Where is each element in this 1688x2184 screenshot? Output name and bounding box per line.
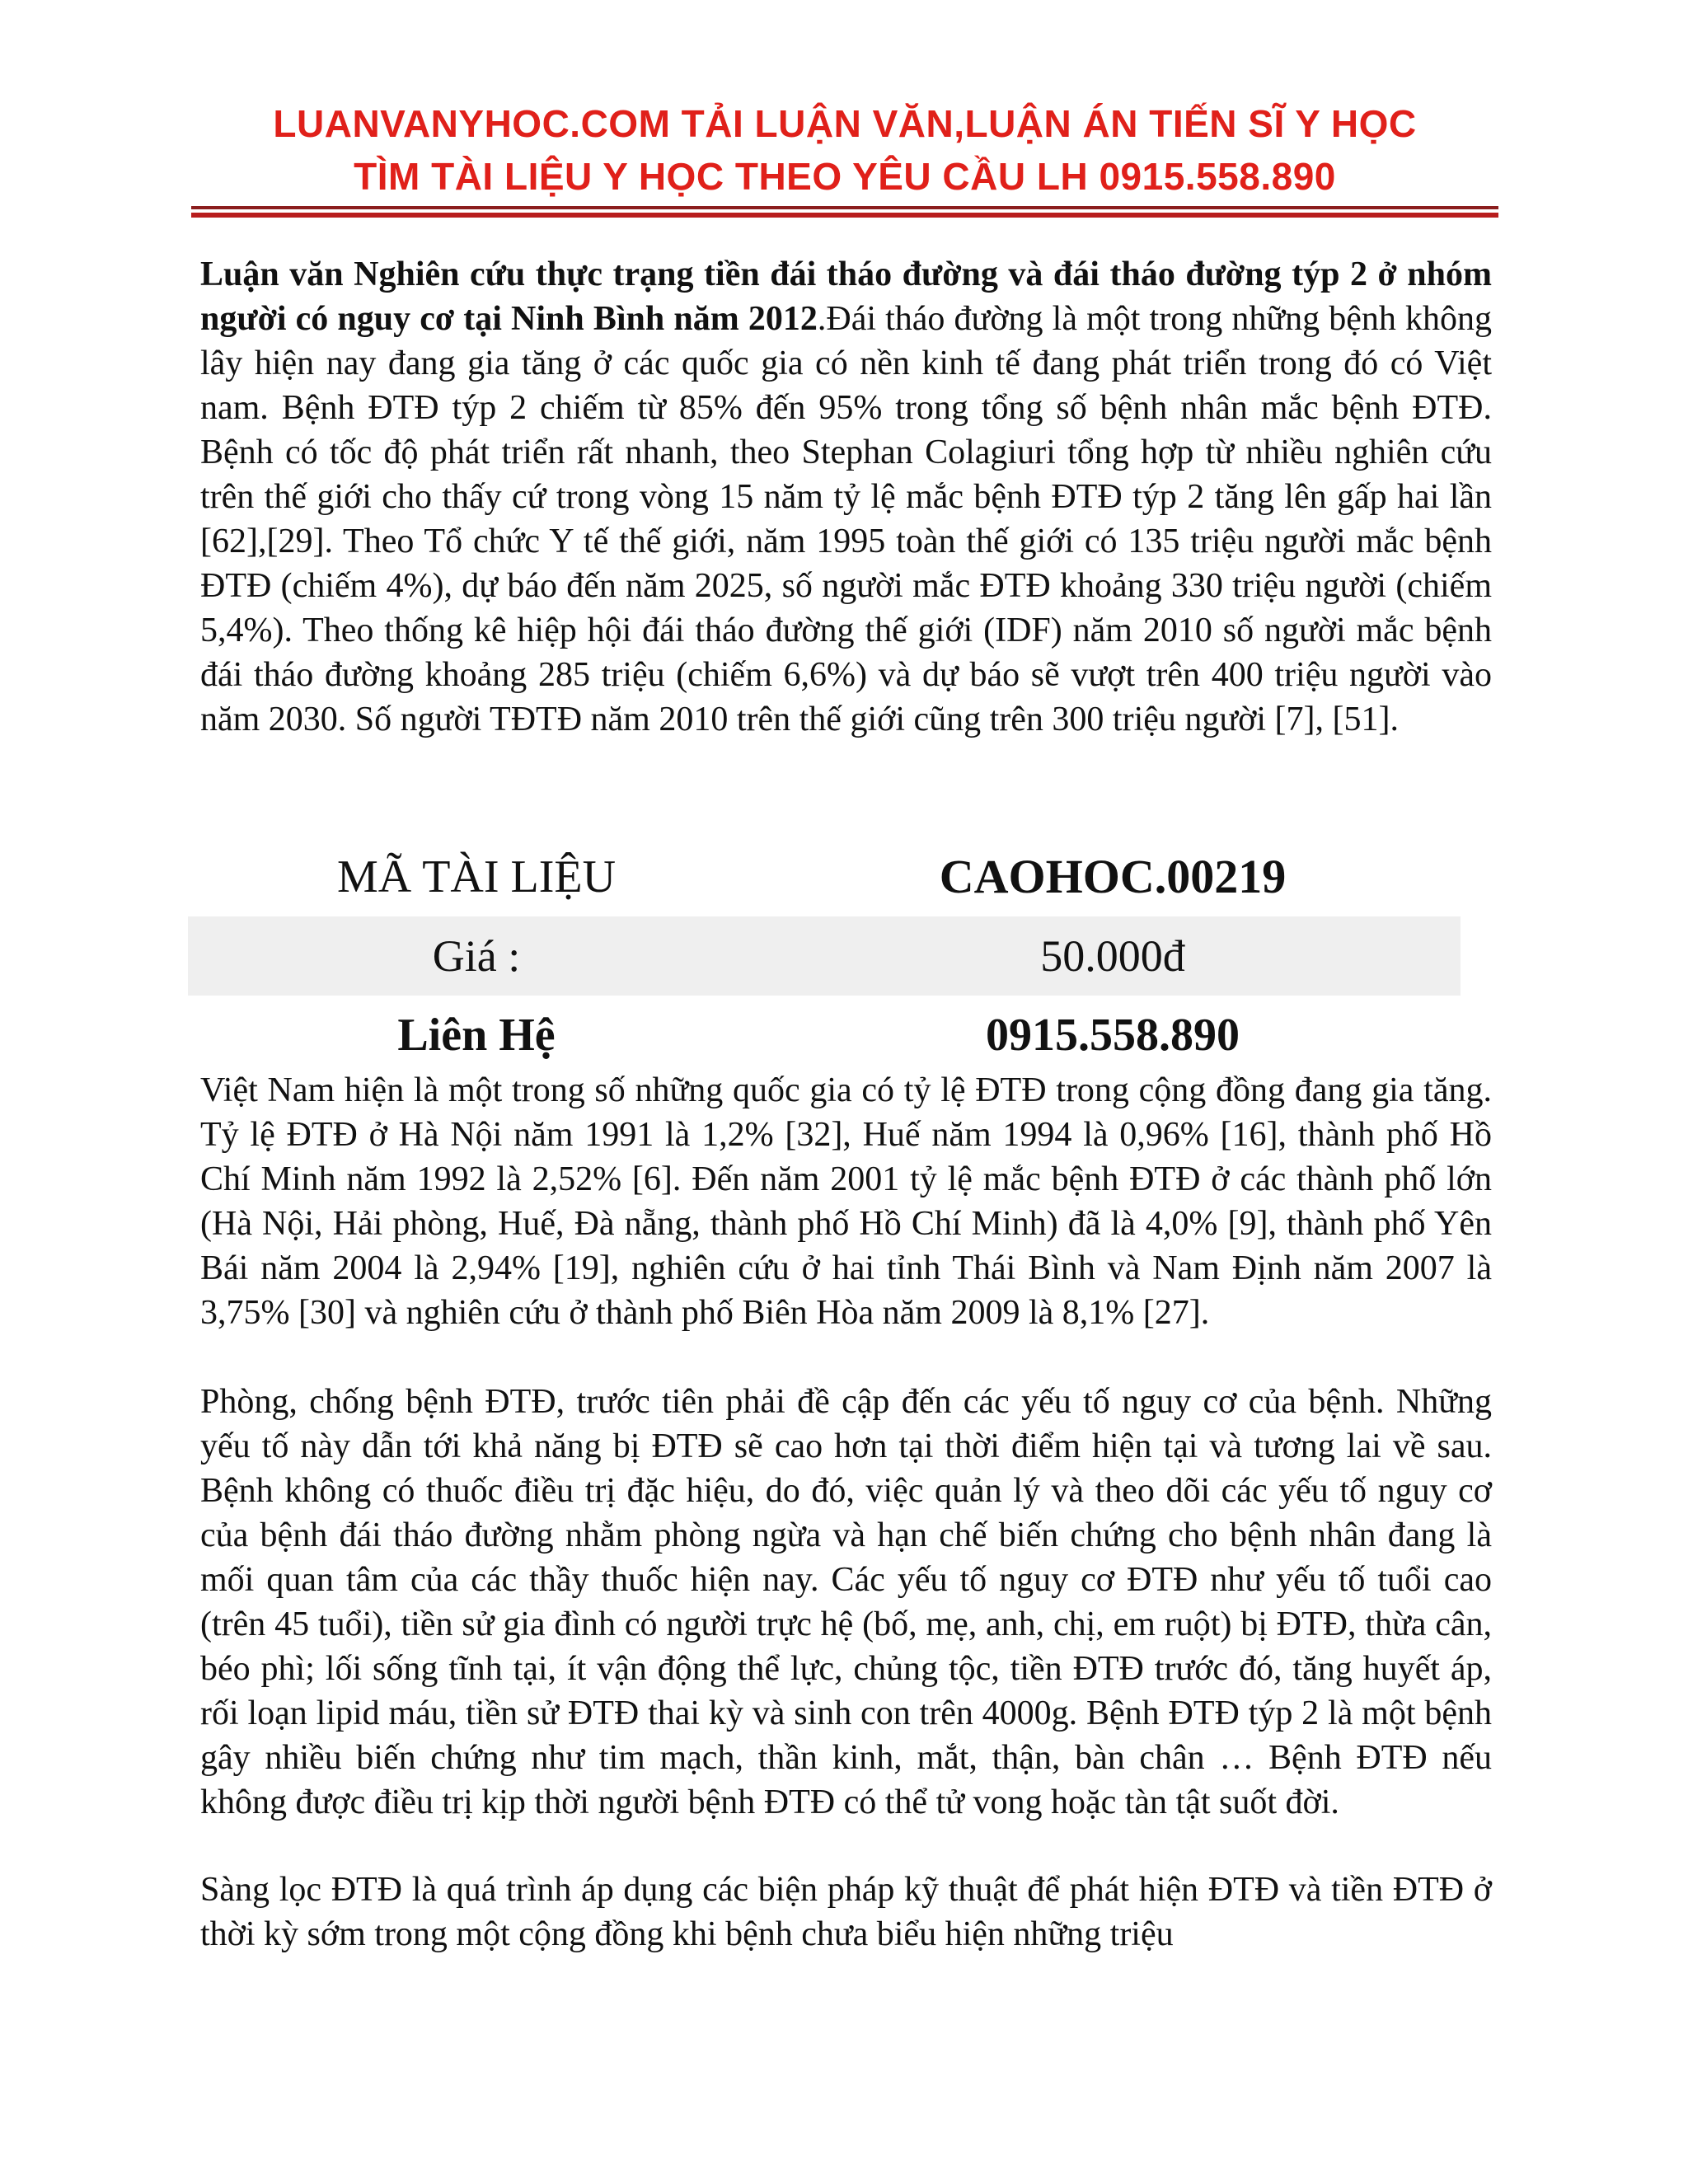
contact-phone: 0915.558.890 bbox=[986, 1010, 1240, 1061]
banner-line-2: TÌM TÀI LIỆU Y HỌC THEO YÊU CẦU LH 0915.558.890 bbox=[354, 155, 1336, 198]
price-value: 50.000đ bbox=[1040, 931, 1185, 981]
site-banner bbox=[190, 97, 1500, 203]
thesis-title: Luận văn Nghiên cứu thực trạng tiền đái tháo đường và đái tháo đường týp 2 ở nhóm người có nguy cơ tại Ninh Bình năm 2012 bbox=[200, 255, 1492, 338]
intro-body: .Đái tháo đường là một trong những bệnh không lây hiện nay đang gia tăng ở các quốc gia có nền kinh tế đang phát triển trong đó có Việt nam. Bệnh ĐTĐ týp 2 chiếm từ 85% đến 95% trong tổng số bệnh nhân mắc bệnh ĐTĐ. Bệnh có tốc độ phát triển rất nhanh, theo Stephan Colagiuri tổng hợp từ nhiều nghiên cứu trên thế giới cho thấy cứ trong vòng 15 năm tỷ lệ mắc bệnh ĐTĐ týp 2 tăng lên gấp hai lần [62],[29]. Theo Tổ chức Y tế thế giới, năm 1995 toàn thế giới có 135 triệu người mắc bệnh ĐTĐ (chiếm 4%), dự báo đến năm 2025, số người mắc ĐTĐ khoảng 330 triệu người (chiếm 5,4%). Theo thống kê hiệp hội đái tháo đường thế giới (IDF) năm 2010 số người mắc bệnh đái tháo đường khoảng 285 triệu (chiếm 6,6%) và dự báo sẽ vượt trên 400 triệu người vào năm 2030. Số người TĐTĐ năm 2010 trên thế giới cũng trên 300 triệu người [7], [51]. bbox=[200, 300, 1492, 738]
header-divider-thin bbox=[191, 206, 1498, 209]
document-code-row bbox=[188, 837, 1461, 916]
price-row bbox=[188, 916, 1461, 996]
contact-label: Liên Hệ bbox=[397, 1010, 556, 1061]
document-code-label: MÃ TÀI LIỆU bbox=[336, 851, 617, 902]
body-paragraph-prevalence: Việt Nam hiện là một trong số những quốc gia có tỷ lệ ĐTĐ trong cộng đồng đang gia tăng. Tỷ lệ ĐTĐ ở Hà Nội năm 1991 là 1,2% [32], Huế năm 1994 là 0,96% [16], thành phố Hồ Chí Minh năm 1992 là 2,52% [6]. Đến năm 2001 tỷ lệ mắc bệnh ĐTĐ ở các thành phố lớn (Hà Nội, Hải phòng, Huế, Đà nẵng, thành phố Hồ Chí Minh) đã là 4,0% [9], thành phố Yên Bái năm 2004 là 2,94% [19], nghiên cứu ở hai tỉnh Thái Bình và Nam Định năm 2007 là 3,75% [30] và nghiên cứu ở thành phố Biên Hòa năm 2009 là 8,1% [27]. bbox=[200, 1071, 1492, 1332]
banner-line-1: LUANVANYHOC.COM TẢI LUẬN VĂN,LUẬN ÁN TIẾN SĨ Y HỌC bbox=[273, 102, 1417, 145]
contact-row bbox=[188, 996, 1461, 1075]
document-code-value: CAOHOC.00219 bbox=[939, 850, 1287, 903]
document-info-table bbox=[188, 837, 1461, 1075]
body-paragraph-risk-factors: Phòng, chống bệnh ĐTĐ, trước tiên phải đề cập đến các yếu tố nguy cơ của bệnh. Những yếu tố này dẫn tới khả năng bị ĐTĐ sẽ cao hơn tại thời điểm hiện tại và tương lai về sau. Bệnh không có thuốc điều trị đặc hiệu, do đó, việc quản lý và theo dõi các yếu tố nguy cơ của bệnh đái tháo đường nhằm phòng ngừa và hạn chế biến chứng cho bệnh nhân đang là mối quan tâm của các thầy thuốc hiện nay. Các yếu tố nguy cơ ĐTĐ như yếu tố tuổi cao (trên 45 tuổi), tiền sử gia đình có người trực hệ (bố, mẹ, anh, chị, em ruột) bị ĐTĐ, thừa cân, béo phì; lối sống tĩnh tại, ít vận động thể lực, chủng tộc, tiền ĐTĐ trước đó, tăng huyết áp, rối loạn lipid máu, tiền sử ĐTĐ thai kỳ và sinh con trên 4000g. Bệnh ĐTĐ týp 2 là một bệnh gây nhiều biến chứng như tim mạch, thần kinh, mắt, thận, bàn chân … Bệnh ĐTĐ nếu không được điều trị kịp thời người bệnh ĐTĐ có thể tử vong hoặc tàn tật suốt đời. bbox=[200, 1383, 1492, 1821]
intro-paragraph bbox=[200, 252, 1492, 742]
body-paragraph-screening: Sàng lọc ĐTĐ là quá trình áp dụng các biện pháp kỹ thuật để phát hiện ĐTĐ và tiền ĐTĐ ở thời kỳ sớm trong một cộng đồng khi bệnh chưa biểu hiện những triệu bbox=[200, 1871, 1492, 1953]
header-divider-thick bbox=[191, 213, 1498, 218]
price-label: Giá : bbox=[432, 931, 521, 981]
